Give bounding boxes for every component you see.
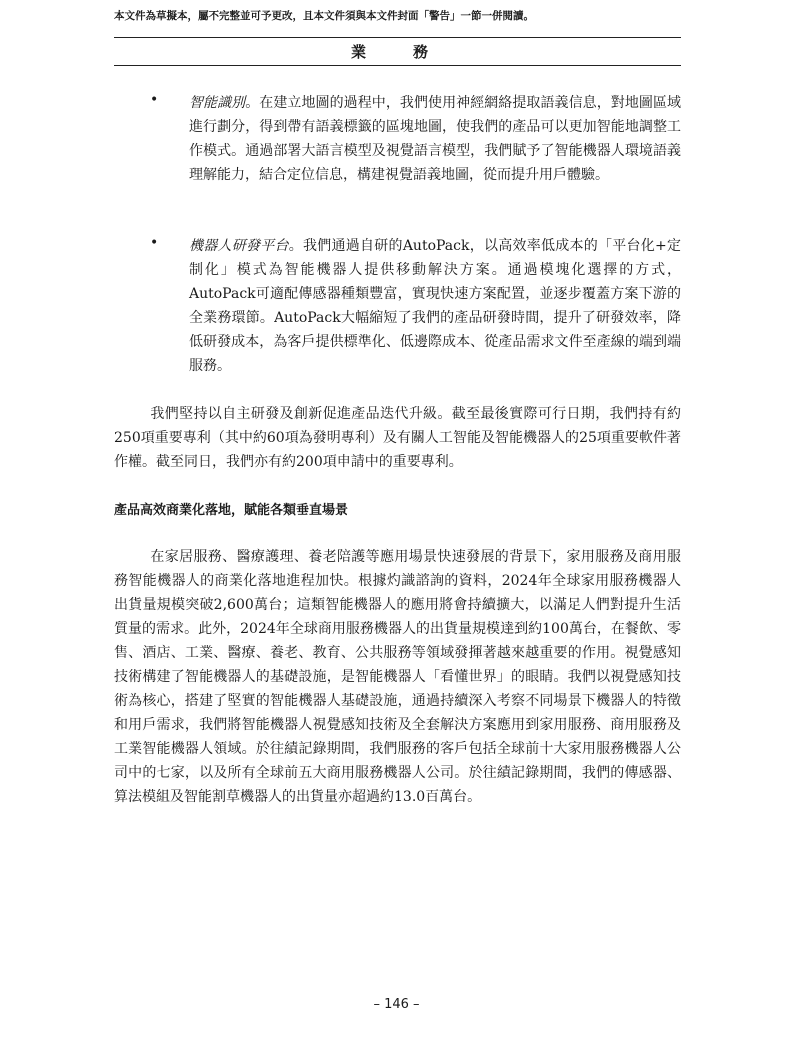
bullet-term: 智能識別	[189, 95, 246, 111]
bullet-item-robot-platform	[189, 234, 681, 378]
bullet-marker: •	[150, 235, 159, 251]
section-title: 業 務	[350, 43, 444, 61]
bullet-marker: •	[150, 92, 159, 108]
header-rule-top	[114, 37, 681, 38]
bullet-body: 。在建立地圖的過程中，我們使用神經網絡提取語義信息，對地圖區域進行劃分，得到帶有語義標籤的區塊地圖，使我們的產品可以更加智能地調整工作模式。通過部署大語言模型及視覺語言模型，我們賦予了智能機器人環境語義理解能力，結合定位信息，構建視覺語義地圖，從而提升用戶體驗。	[189, 95, 682, 183]
bullet-body: 。我們通過自研的AutoPack，以高效率低成本的「平台化+定制化」模式為智能機器人提供移動解決方案。通過模塊化選擇的方式，AutoPack可適配傳感器種類豐富，實現快速方案配置，並逐步覆蓋方案下游的全業務環節。AutoPack大幅縮短了我們的產品研發時間，提升了研發效率，降低研發成本，為客戶提供標準化、低邊際成本、從產品需求文件至產線的端到端服務。	[189, 238, 681, 374]
bullet-item-smart-recognition	[189, 91, 681, 187]
bullet-term: 機器人研發平台	[189, 238, 289, 254]
paragraph-patents: 我們堅持以自主研發及創新促進產品迭代升級。截至最後實際可行日期，我們持有約250項重要專利（其中約60項為發明專利）及有關人工智能及智能機器人的25項重要軟件著作權。截至同日，我們亦有約200項申請中的重要專利。	[114, 406, 681, 470]
draft-notice: 本文件為草擬本，屬不完整並可予更改，且本文件須與本文件封面「警告」一節一併閱讀。	[114, 10, 534, 22]
header-rule-bottom	[114, 65, 681, 66]
paragraph-commercialization: 在家居服務、醫療護理、養老陪護等應用場景快速發展的背景下，家用服務及商用服務智能機器人的商業化落地進程加快。根據灼識諮詢的資料，2024年全球家用服務機器人出貨量規模突破2,600萬台；這類智能機器人的應用將會持續擴大，以滿足人們對提升生活質量的需求。此外，2024年全球商用服務機器人的出貨量規模達到約100萬台，在餐飲、零售、酒店、工業、醫療、養老、教育、公共服務等領域發揮著越來越重要的作用。視覺感知技術構建了智能機器人的基礎設施，是智能機器人「看懂世界」的眼睛。我們以視覺感知技術為核心，搭建了堅實的智能機器人基礎設施，通過持續深入考察不同場景下機器人的特徵和用戶需求，我們將智能機器人視覺感知技術及全套解決方案應用到家用服務、商用服務及工業智能機器人領域。於往績記錄期間，我們服務的客戶包括全球前十大家用服務機器人公司中的七家，以及所有全球前五大商用服務機器人公司。於往績記錄期間，我們的傳感器、算法模組及智能割草機器人的出貨量亦超過約13.0百萬台。	[114, 549, 681, 805]
subheading: 產品高效商業化落地，賦能各類垂直場景	[114, 503, 349, 518]
page-number: – 146 –	[373, 997, 420, 1012]
